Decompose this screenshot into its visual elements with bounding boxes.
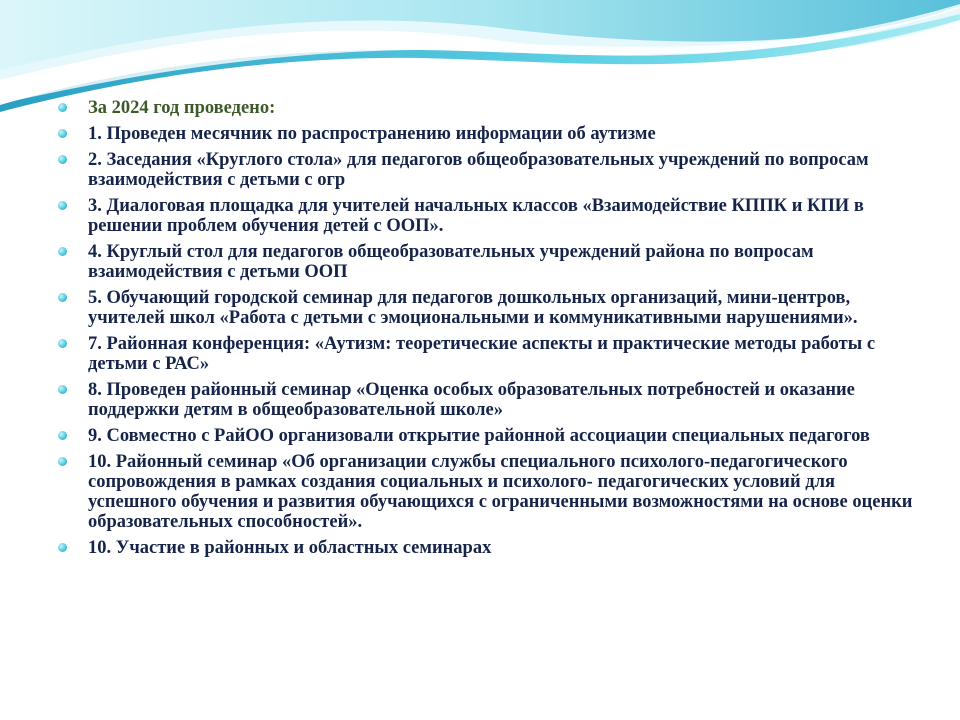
bullet-dot-icon <box>58 247 67 256</box>
bullet-dot-icon <box>58 103 67 112</box>
bullet-dot-icon <box>58 155 67 164</box>
bullet-list <box>56 98 916 558</box>
list-item-text: 1. Проведен месячник по распространению информации об аутизме <box>88 124 656 144</box>
list-item <box>56 538 916 558</box>
list-item-text: 3. Диалоговая площадка для учителей начальных классов «Взаимодействие КППК и КПИ в решении проблем обучения детей с ООП». <box>88 196 864 236</box>
bullet-dot-icon <box>58 129 67 138</box>
list-item-text: 9. Совместно с РайОО организовали открытие районной ассоциации специальных педагогов <box>88 426 870 446</box>
list-item-text: 8. Проведен районный семинар «Оценка особых образовательных потребностей и оказание поддержки детям в общеобразовательной школе» <box>88 380 855 420</box>
list-item <box>56 150 916 190</box>
bullet-dot-icon <box>58 431 67 440</box>
bullet-dot-icon <box>58 385 67 394</box>
list-item <box>56 124 916 144</box>
bullet-dot-icon <box>58 201 67 210</box>
list-item-text: 5. Обучающий городской семинар для педагогов дошкольных организаций, мини-центров, учителей школ «Работа с детьми с эмоциональными и коммуникативными нарушениями». <box>88 288 858 328</box>
bullet-dot-icon <box>58 293 67 302</box>
list-item <box>56 242 916 282</box>
list-item-text: 7. Районная конференция: «Аутизм: теоретические аспекты и практические методы работы с детьми с РАС» <box>88 334 876 374</box>
list-item-text: 2. Заседания «Круглого стола» для педагогов общеобразовательных учреждений по вопросам взаимодействия с детьми с огр <box>88 150 869 190</box>
list-item <box>56 380 916 420</box>
slide-content <box>56 98 916 564</box>
list-item-heading <box>56 98 916 118</box>
list-item-text: 10. Районный семинар «Об организации службы специального психолого-педагогического сопровождения в рамках создания социальных и психолого- педагогических условий для успешного обучения и развития обучающихся с ограниченными возможностями на основе оценки образовательных способностей». <box>88 452 913 532</box>
bullet-dot-icon <box>58 543 67 552</box>
list-item <box>56 452 916 532</box>
list-item <box>56 426 916 446</box>
list-item <box>56 334 916 374</box>
list-item-text: За 2024 год проведено: <box>88 98 276 118</box>
list-item-text: 4. Круглый стол для педагогов общеобразовательных учреждений района по вопросам взаимодействия с детьми ООП <box>88 242 814 282</box>
list-item <box>56 196 916 236</box>
list-item <box>56 288 916 328</box>
bullet-dot-icon <box>58 339 67 348</box>
list-item-text: 10. Участие в районных и областных семинарах <box>88 538 492 558</box>
bullet-dot-icon <box>58 457 67 466</box>
